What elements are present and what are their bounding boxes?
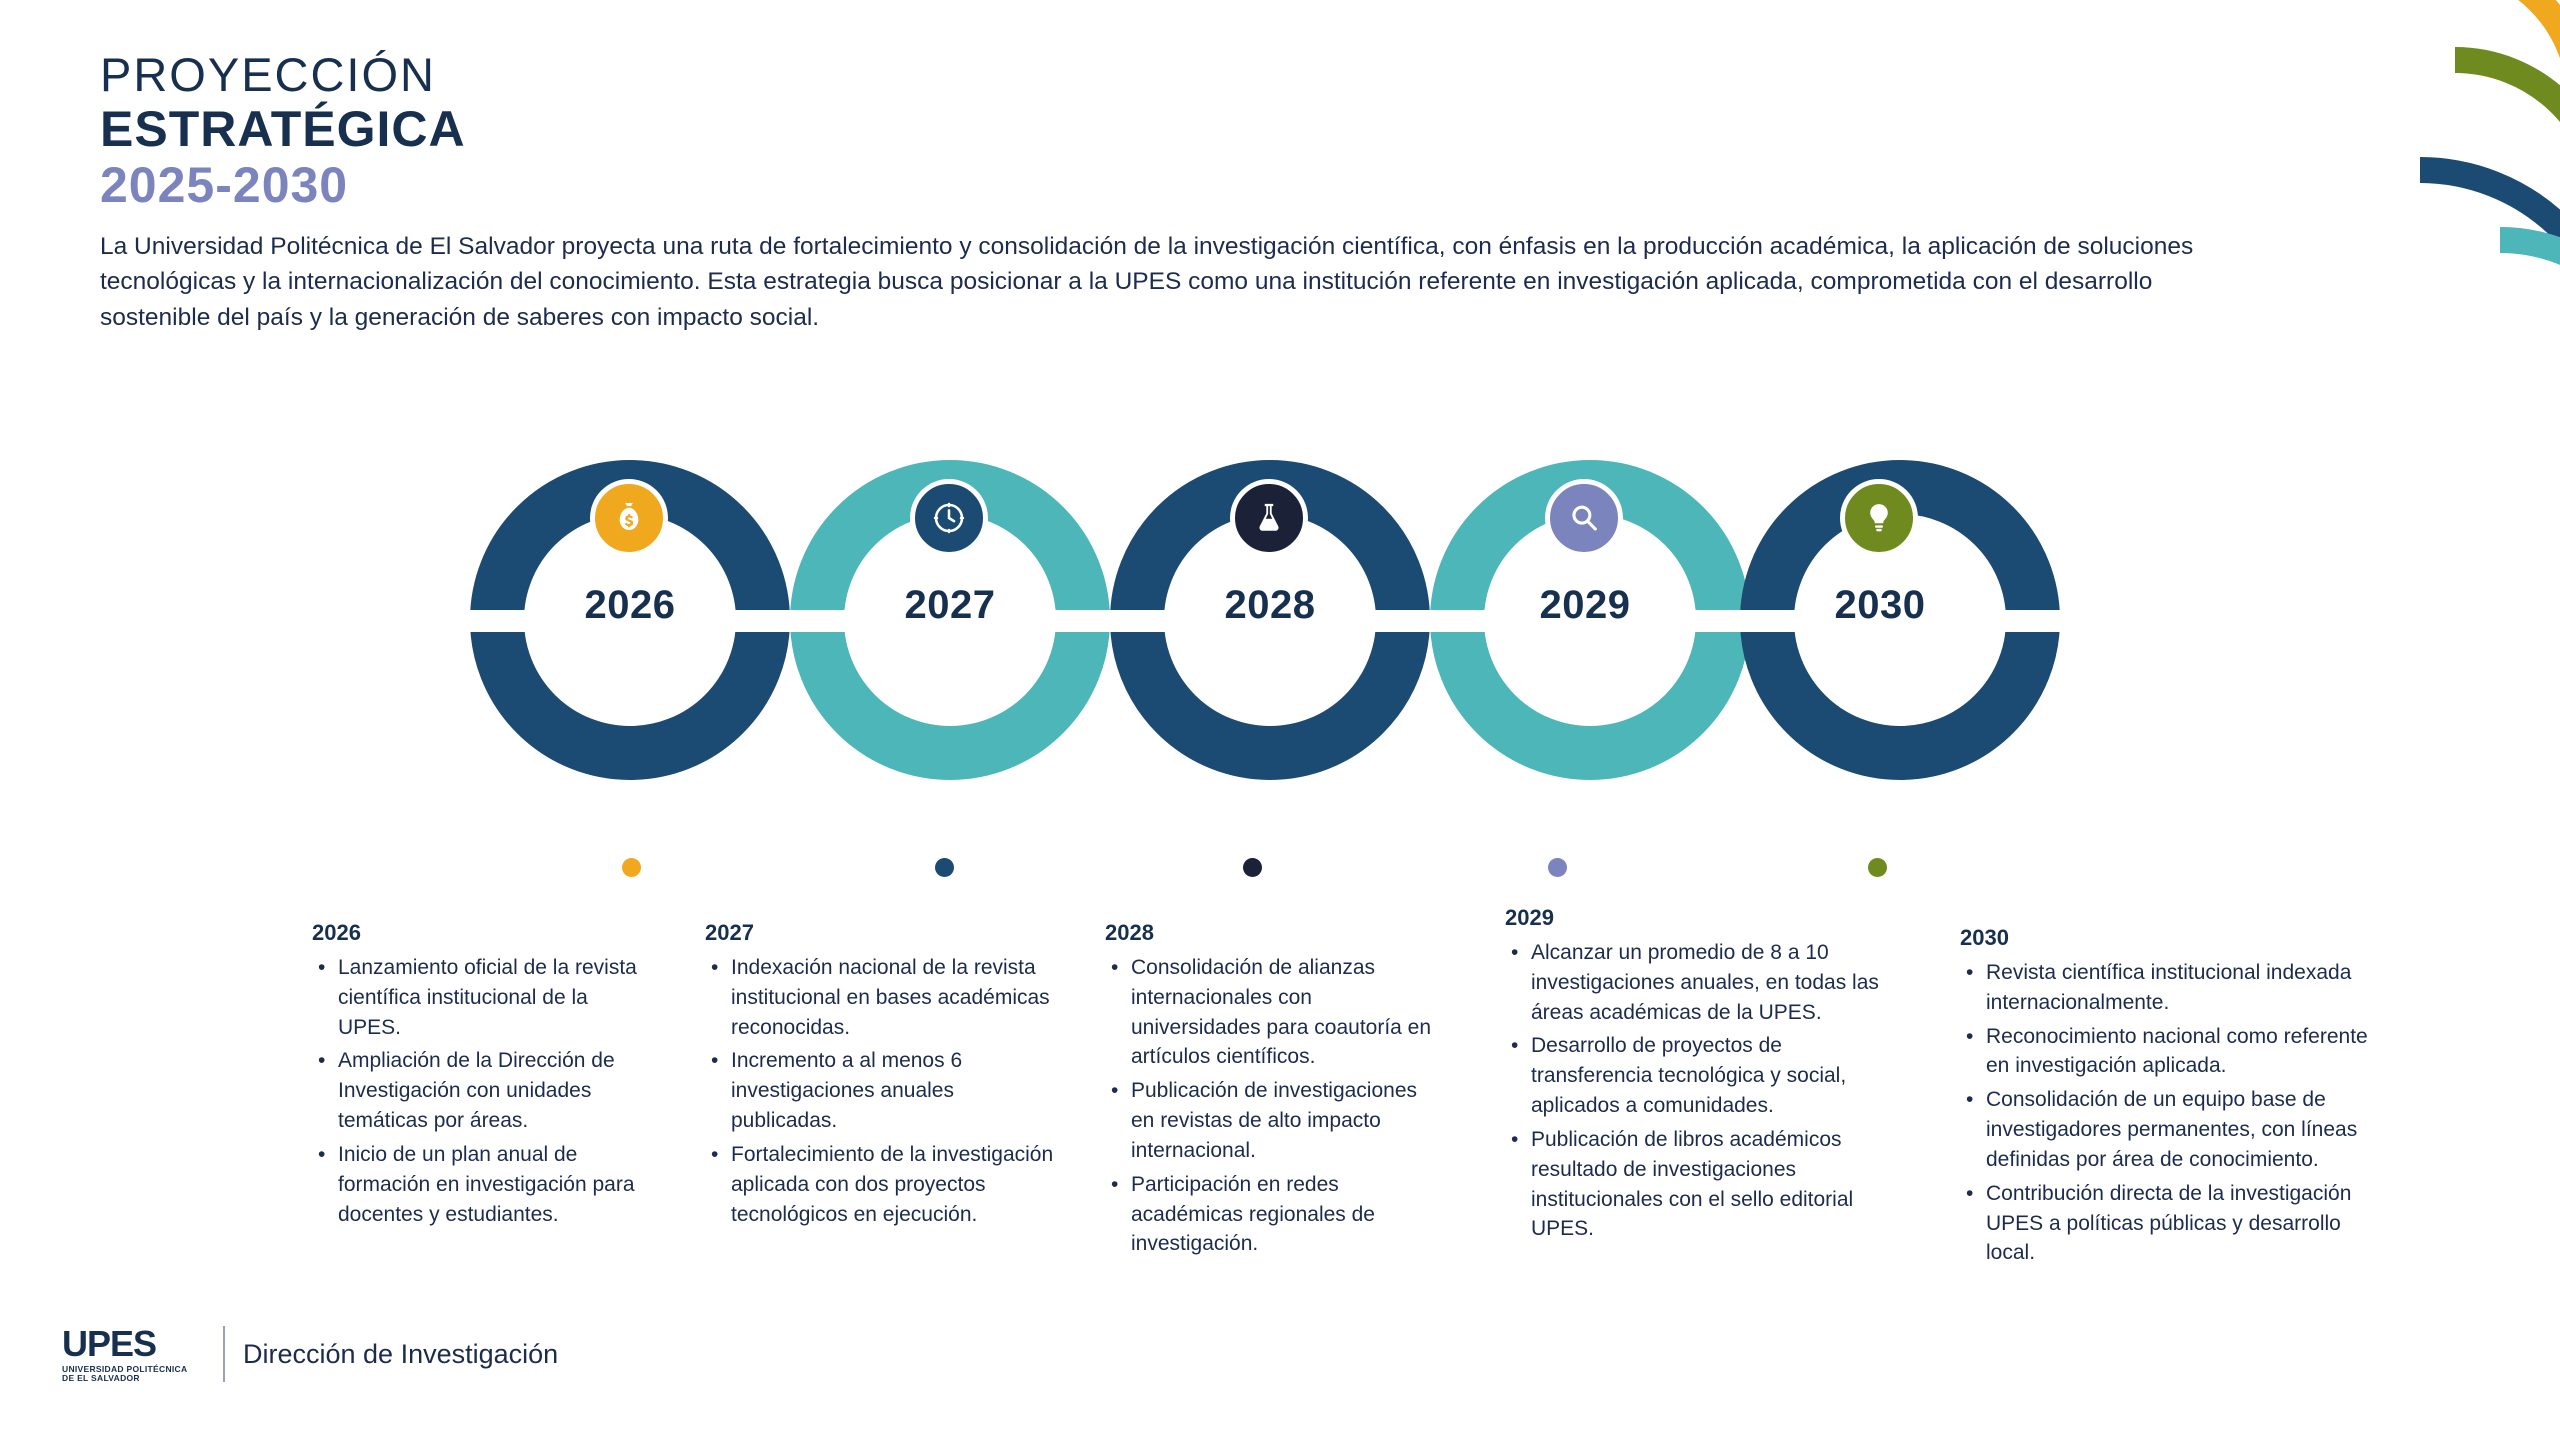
logo-wordmark: UPES [62, 1323, 157, 1364]
milestone-column-2027 [705, 920, 1055, 1233]
list-item: • Lanzamiento oficial de la revista científica institucional de la UPES. [338, 953, 652, 1042]
footer [62, 1323, 559, 1383]
timeline [0, 455, 2560, 835]
page-header [100, 50, 2280, 335]
list-item: • Alcanzar un promedio de 8 a 10 investigaciones anuales, en todas las áreas académicas de la UPES. [1531, 938, 1885, 1027]
timeline-year-2026: 2026 [584, 583, 676, 627]
list-item: • Indexación nacional de la revista institucional en bases académicas reconocidas. [731, 953, 1055, 1042]
milestone-list-2028 [1105, 953, 1445, 1259]
page-title-years: 2025-2030 [100, 156, 349, 213]
magnifier-icon [1545, 479, 1623, 557]
milestone-list-2030 [1960, 958, 2380, 1268]
timeline-year-2027: 2027 [904, 583, 996, 627]
list-item: • Incremento a al menos 6 investigaciones anuales publicadas. [731, 1046, 1055, 1135]
clock-icon [910, 479, 988, 557]
list-item: • Desarrollo de proyectos de transferencia tecnológica y social, aplicados a comunidades. [1531, 1031, 1885, 1120]
decorative-arcs [2380, 0, 2560, 460]
page-title-line1: PROYECCIÓN [100, 48, 436, 101]
legend-dot-2028 [1243, 858, 1262, 877]
legend-dot-2027 [935, 858, 954, 877]
list-item: • Consolidación de un equipo base de investigadores permanentes, con líneas definidas por área de conocimiento. [1986, 1085, 2380, 1174]
timeline-year-2030: 2030 [1834, 583, 1926, 627]
intro-paragraph: La Universidad Politécnica de El Salvador proyecta una ruta de fortalecimiento y consolidación de la investigación científica, con énfasis en la producción académica, la aplicación de soluciones tecnológicas y la internacionalización del conocimiento. Esta estrategia busca posicionar a la UPES como una institución referente en investigación aplicada, comprometida con el desarrollo sostenible del país y la generación de saberes con impacto social. [100, 232, 2194, 331]
list-item: • Ampliación de la Dirección de Investigación con unidades temáticas por áreas. [338, 1046, 652, 1135]
list-item: • Fortalecimiento de la investigación aplicada con dos proyectos tecnológicos en ejecución. [731, 1140, 1055, 1229]
milestone-column-2029 [1505, 905, 1885, 1248]
legend-dot-2030 [1868, 858, 1887, 877]
list-item: • Contribución directa de la investigación UPES a políticas públicas y desarrollo local. [1986, 1179, 2380, 1268]
logo-subtitle-line1: UNIVERSIDAD POLITÉCNICA [62, 1364, 188, 1374]
milestone-list-2027 [705, 953, 1055, 1229]
milestone-list-2026 [312, 953, 652, 1229]
milestone-column-2026 [312, 920, 652, 1233]
milestone-column-2030 [1960, 925, 2380, 1272]
milestone-heading-2029: 2029 [1505, 905, 1554, 930]
milestone-heading-2027: 2027 [705, 920, 754, 945]
milestone-heading-2026: 2026 [312, 920, 361, 945]
page-title-line2: ESTRATÉGICA [100, 100, 466, 157]
flask-icon [1230, 479, 1308, 557]
timeline-year-2029: 2029 [1539, 583, 1631, 627]
list-item: • Reconocimiento nacional como referente en investigación aplicada. [1986, 1022, 2380, 1082]
list-item: • Publicación de libros académicos resultado de investigaciones institucionales con el sello editorial UPES. [1531, 1125, 1885, 1244]
milestone-list-2029 [1505, 938, 1885, 1244]
list-item: • Participación en redes académicas regionales de investigación. [1131, 1170, 1445, 1259]
milestone-column-2028 [1105, 920, 1445, 1263]
legend-dot-2029 [1548, 858, 1567, 877]
list-item: • Inicio de un plan anual de formación en investigación para docentes y estudiantes. [338, 1140, 652, 1229]
upes-logo [62, 1323, 225, 1383]
milestone-heading-2028: 2028 [1105, 920, 1154, 945]
milestone-heading-2030: 2030 [1960, 925, 2009, 950]
footer-department: Dirección de Investigación [243, 1338, 559, 1369]
money-bag-icon [590, 479, 668, 557]
list-item: • Consolidación de alianzas internacionales con universidades para coautoría en artículos científicos. [1131, 953, 1445, 1072]
timeline-year-2028: 2028 [1224, 583, 1316, 627]
legend-dot-2026 [622, 858, 641, 877]
list-item: • Publicación de investigaciones en revistas de alto impacto internacional. [1131, 1076, 1445, 1165]
logo-subtitle-line2: DE EL SALVADOR [62, 1372, 140, 1383]
lightbulb-icon [1840, 479, 1918, 557]
list-item: • Revista científica institucional indexada internacionalmente. [1986, 958, 2380, 1018]
